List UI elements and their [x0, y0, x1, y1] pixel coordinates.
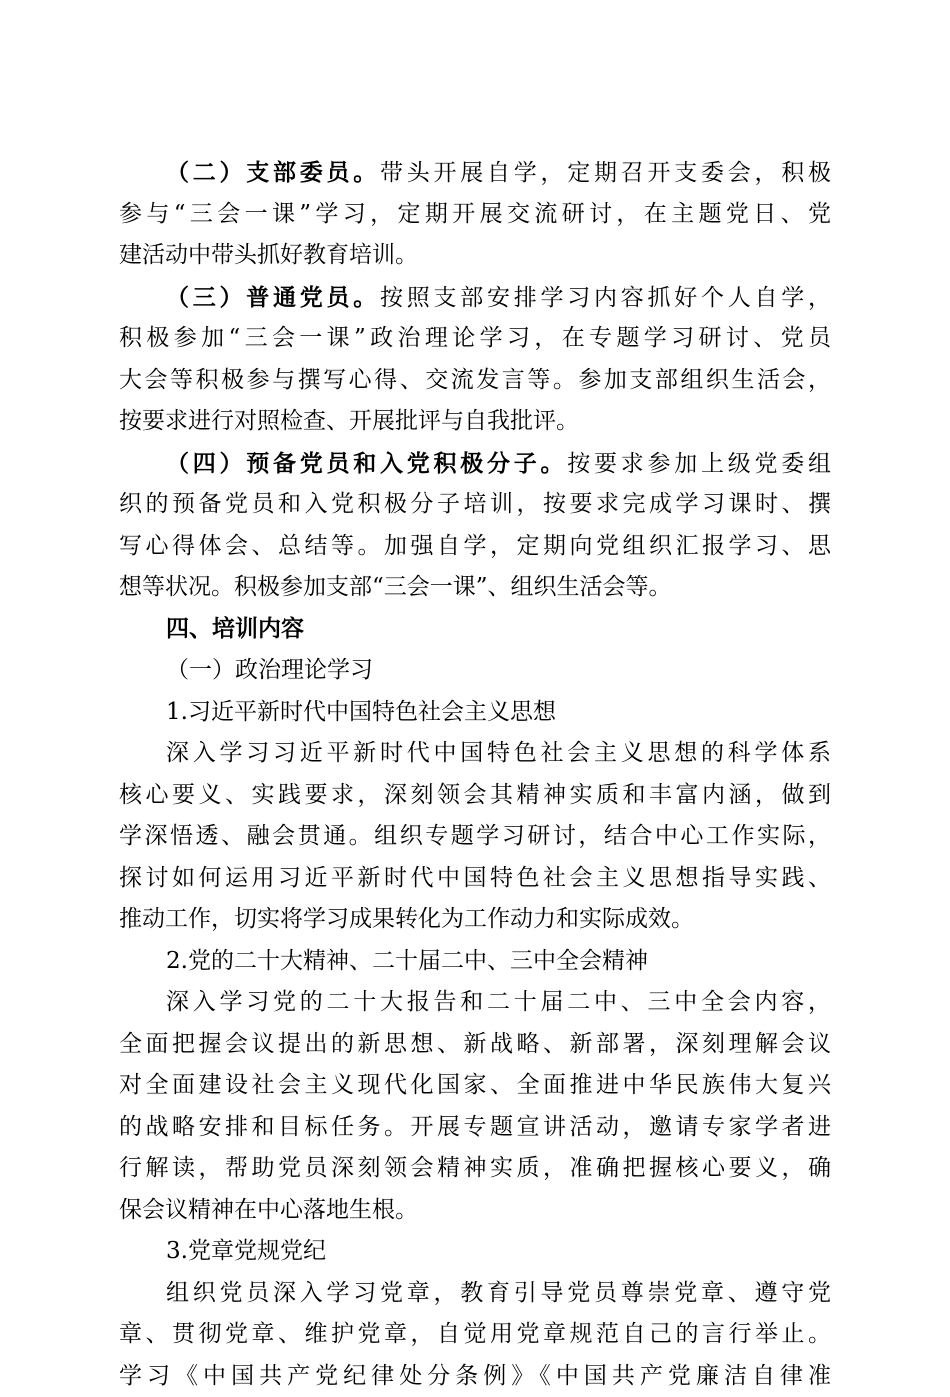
- item3-line-3: 学习《中国共产党纪律处分条例》《中国共产党廉洁自律准: [119, 1356, 831, 1397]
- item1-line-3: 学深悟透、融会贯通。组织专题学习研讨，结合中心工作实际，: [119, 816, 831, 858]
- item1-line-1: 深入学习习近平新时代中国特色社会主义思想的科学体系: [119, 733, 831, 775]
- paragraph-probationary-member-line-3: 写心得体会、总结等。加强自学，定期向党组织汇报学习、思: [119, 526, 831, 568]
- paragraph-lead-branch-committee: （二）支部委员。: [166, 159, 380, 186]
- paragraph-probationary-member-line-1: [119, 443, 831, 485]
- item-title-xi-thought: 1.习近平新时代中国特色社会主义思想: [119, 692, 831, 734]
- item1-line-2: 核心要义、实践要求，深刻领会其精神实质和丰富内涵，做到: [119, 775, 831, 817]
- item2-line-5: 行解读，帮助党员深刻领会精神实质，准确把握核心要义，确: [119, 1148, 831, 1190]
- subsection-heading-political-theory: （一）政治理论学习: [119, 650, 831, 692]
- item2-line-6: 保会议精神在中心落地生根。: [119, 1190, 831, 1232]
- paragraph-text: 按要求参加上级党委组: [567, 451, 831, 477]
- item2-line-2: 全面把握会议提出的新思想、新战略、新部署，深刻理解会议: [119, 1024, 831, 1066]
- item-title-party-constitution: 3.党章党规党纪: [119, 1231, 831, 1273]
- paragraph-branch-committee-line-3: 建活动中带头抓好教育培训。: [119, 235, 831, 277]
- item1-line-4: 探讨如何运用习近平新时代中国特色社会主义思想指导实践、: [119, 858, 831, 900]
- item2-line-3: 对全面建设社会主义现代化国家、全面推进中华民族伟大复兴: [119, 1065, 831, 1107]
- paragraph-ordinary-member-line-4: 按要求进行对照检查、开展批评与自我批评。: [119, 401, 831, 443]
- paragraph-ordinary-member-line-3: 大会等积极参与撰写心得、交流发言等。参加支部组织生活会，: [119, 360, 831, 402]
- paragraph-text: 带头开展自学，定期召开支委会，积极: [380, 160, 831, 186]
- section-heading-training-content: 四、培训内容: [119, 609, 831, 651]
- item1-line-5: 推动工作，切实将学习成果转化为工作动力和实际成效。: [119, 899, 831, 941]
- paragraph-branch-committee-line-2: 参与“三会一课”学习，定期开展交流研讨，在主题党日、党: [119, 194, 831, 236]
- paragraph-probationary-member-line-2: 织的预备党员和入党积极分子培训，按要求完成学习课时、撰: [119, 484, 831, 526]
- paragraph-lead-probationary-member: （四）预备党员和入党积极分子。: [166, 450, 567, 477]
- item2-line-1: 深入学习党的二十大报告和二十届二中、三中全会内容，: [119, 982, 831, 1024]
- document-body: [119, 152, 831, 1397]
- item3-line-2: 章、贯彻党章、维护党章，自觉用党章规范自己的言行举止。: [119, 1314, 831, 1356]
- paragraph-probationary-member-line-4: 想等状况。积极参加支部“三会一课”、组织生活会等。: [119, 567, 831, 609]
- item2-line-4: 的战略安排和目标任务。开展专题宣讲活动，邀请专家学者进: [119, 1107, 831, 1149]
- paragraph-ordinary-member-line-1: [119, 277, 831, 319]
- paragraph-text: 按照支部安排学习内容抓好个人自学，: [380, 285, 831, 311]
- item-title-twentieth-congress: 2.党的二十大精神、二十届二中、三中全会精神: [119, 941, 831, 983]
- paragraph-lead-ordinary-member: （三）普通党员。: [166, 284, 380, 311]
- item3-line-1: 组织党员深入学习党章，教育引导党员尊崇党章、遵守党: [119, 1273, 831, 1315]
- paragraph-ordinary-member-line-2: 积极参加“三会一课”政治理论学习，在专题学习研讨、党员: [119, 318, 831, 360]
- paragraph-branch-committee-line-1: [119, 152, 831, 194]
